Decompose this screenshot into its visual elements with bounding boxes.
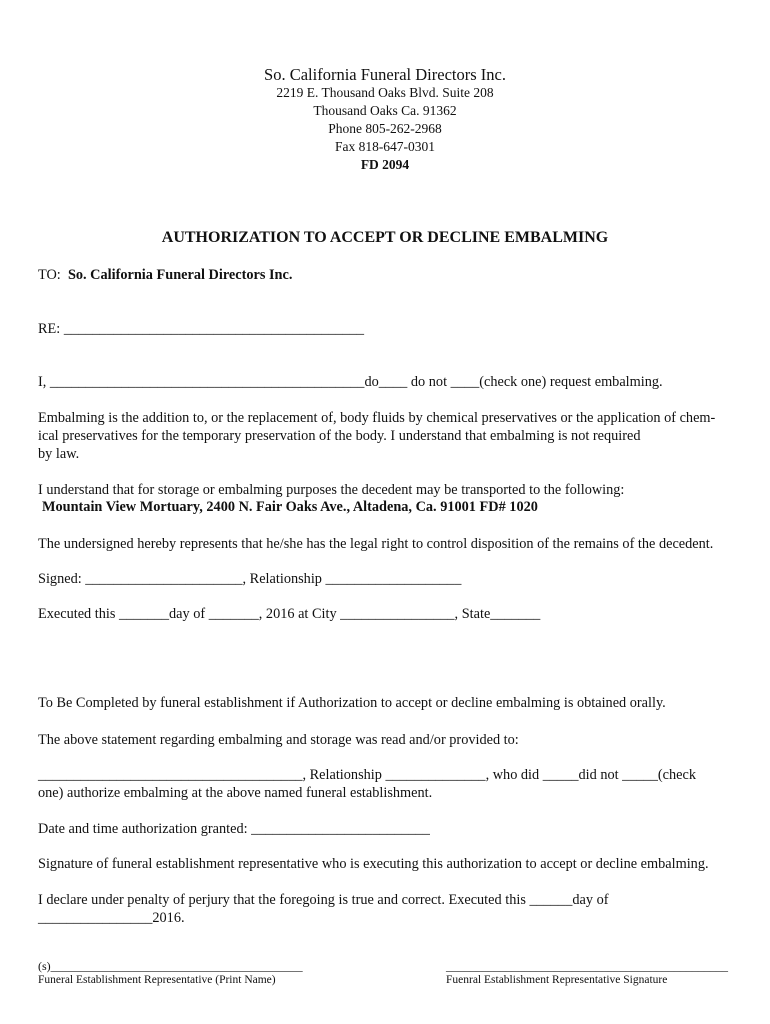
transport-destination: Mountain View Mortuary, 2400 N. Fair Oaks Ave., Altadena, Ca. 91001 FD# 1020 bbox=[42, 499, 538, 515]
signature-field[interactable]: _______________________________________________ bbox=[446, 959, 728, 973]
to-label: TO: bbox=[38, 267, 61, 283]
oral-section-intro: To Be Completed by funeral establishment if Authorization to accept or decline embalming is obtained orally. bbox=[38, 695, 666, 711]
executed-date-field[interactable]: Executed this _______day of _______, 2016 at City ________________, State_______ bbox=[38, 606, 541, 622]
embalming-definition-line1: Embalming is the addition to, or the replacement of, body fluids by chemical preservatives or the application of chem- bbox=[38, 410, 716, 426]
print-name-label: Funeral Establishment Representative (Print Name) bbox=[38, 974, 276, 986]
representative-signature-statement: Signature of funeral establishment representative who is executing this authorization to accept or decline embalming. bbox=[38, 856, 709, 872]
company-address-line1: 2219 E. Thousand Oaks Blvd. Suite 208 bbox=[276, 85, 494, 100]
oral-relationship-continuation: one) authorize embalming at the above named funeral establishment. bbox=[38, 785, 433, 801]
embalming-definition-line2: ical preservatives for the temporary preservation of the body. I understand that embalming is not required bbox=[38, 428, 641, 444]
print-name-field[interactable]: (s)__________________________________________ bbox=[38, 959, 303, 973]
embalming-definition-line3: by law. bbox=[38, 446, 80, 462]
company-address-line2: Thousand Oaks Ca. 91362 bbox=[313, 103, 457, 118]
statement-provided-to: The above statement regarding embalming and storage was read and/or provided to: bbox=[38, 732, 519, 748]
oral-relationship-field[interactable]: _____________________________________, Relationship ______________, who did _____did not _____(check bbox=[38, 767, 697, 783]
perjury-declaration-field[interactable]: I declare under penalty of perjury that the foregoing is true and correct. Executed this ______day of bbox=[38, 892, 609, 908]
authorization-date-field[interactable]: Date and time authorization granted: _________________________ bbox=[38, 821, 430, 837]
transport-statement: I understand that for storage or embalming purposes the decedent may be transported to the following: bbox=[38, 482, 625, 498]
form-title: AUTHORIZATION TO ACCEPT OR DECLINE EMBALMING bbox=[161, 229, 609, 246]
perjury-declaration-year: ________________2016. bbox=[38, 910, 185, 926]
legal-right-statement: The undersigned hereby represents that he/she has the legal right to control disposition of the remains of the decedent. bbox=[38, 536, 714, 552]
re-field[interactable]: RE: __________________________________________ bbox=[38, 321, 365, 337]
to-line bbox=[38, 266, 292, 284]
company-license: FD 2094 bbox=[360, 157, 410, 172]
embalming-request-field[interactable]: I, ____________________________________________do____ do not ____(check one) request embalming. bbox=[38, 374, 663, 390]
to-recipient: So. California Funeral Directors Inc. bbox=[67, 267, 293, 283]
signed-relationship-field[interactable]: Signed: ______________________, Relationship ___________________ bbox=[38, 571, 462, 587]
company-phone: Phone 805-262-2968 bbox=[328, 121, 442, 136]
company-name: So. California Funeral Directors Inc. bbox=[264, 65, 506, 84]
company-fax: Fax 818-647-0301 bbox=[334, 139, 436, 154]
signature-label: Fuenral Establishment Representative Signature bbox=[446, 974, 668, 986]
